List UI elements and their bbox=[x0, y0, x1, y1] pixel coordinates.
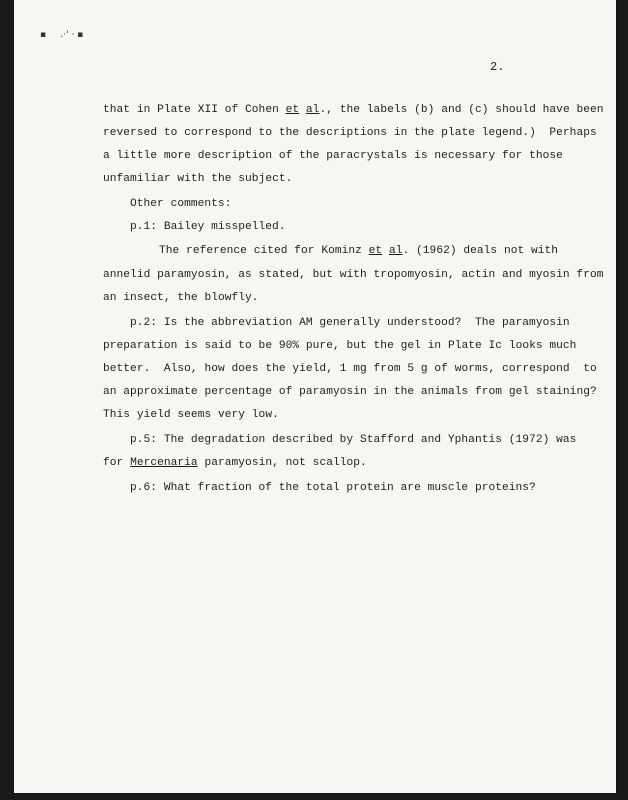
text-segment: reversed to correspond to the descriptions in the plate legend.) Perhaps bbox=[103, 127, 597, 139]
text-line bbox=[130, 482, 536, 494]
text-segment bbox=[382, 245, 389, 257]
page-number: 2. bbox=[490, 60, 505, 74]
text-segment: ., the labels (b) and (c) should have been bbox=[319, 104, 604, 116]
corner-specks: ▪ .·' · ▪ bbox=[40, 30, 84, 40]
underlined-text: Mercenaria bbox=[130, 457, 198, 469]
text-segment: p.5: The degradation described by Stafford and Yphantis (1972) was bbox=[130, 434, 577, 446]
text-line bbox=[130, 221, 286, 233]
text-segment: Other comments: bbox=[130, 198, 232, 210]
text-segment: . (1962) deals not with bbox=[402, 245, 559, 257]
text-segment: that in Plate XII of Cohen bbox=[103, 104, 286, 116]
text-line bbox=[130, 434, 576, 446]
underlined-text: et bbox=[285, 104, 300, 116]
text-line bbox=[103, 340, 576, 352]
text-line bbox=[103, 363, 597, 375]
text-segment: preparation is said to be 90% pure, but the gel in Plate Ic looks much bbox=[103, 340, 577, 352]
text-line bbox=[130, 317, 570, 329]
text-line bbox=[103, 269, 604, 281]
text-segment: The reference cited for Kominz bbox=[159, 245, 369, 257]
text-line bbox=[103, 127, 597, 139]
text-segment: an insect, the blowfly. bbox=[103, 292, 259, 304]
text-segment: unfamiliar with the subject. bbox=[103, 173, 293, 185]
text-segment: for bbox=[103, 457, 131, 469]
text-line bbox=[103, 409, 279, 421]
text-segment bbox=[299, 104, 306, 116]
text-segment: paramyosin, not scallop. bbox=[197, 457, 367, 469]
text-line bbox=[103, 173, 292, 185]
text-segment: This yield seems very low. bbox=[103, 409, 279, 421]
text-segment: p.1: Bailey misspelled. bbox=[130, 221, 286, 233]
text-line bbox=[103, 457, 367, 469]
text-line bbox=[130, 198, 231, 210]
text-line bbox=[103, 150, 563, 162]
text-segment: p.2: Is the abbreviation AM generally understood? The paramyosin bbox=[130, 317, 570, 329]
underlined-text: al bbox=[388, 245, 403, 257]
text-segment: better. Also, how does the yield, 1 mg from 5 g of worms, correspond to bbox=[103, 363, 597, 375]
text-segment: a little more description of the paracrystals is necessary for those bbox=[103, 150, 563, 162]
text-line bbox=[103, 386, 597, 398]
underlined-text: al bbox=[305, 104, 320, 116]
text-line bbox=[103, 104, 604, 116]
text-line bbox=[159, 245, 558, 257]
text-segment: annelid paramyosin, as stated, but with tropomyosin, actin and myosin from bbox=[103, 269, 604, 281]
text-segment: an approximate percentage of paramyosin in the animals from gel staining? bbox=[103, 386, 597, 398]
document-page bbox=[14, 0, 616, 793]
text-line bbox=[103, 292, 259, 304]
underlined-text: et bbox=[368, 245, 383, 257]
text-segment: p.6: What fraction of the total protein are muscle proteins? bbox=[130, 482, 536, 494]
